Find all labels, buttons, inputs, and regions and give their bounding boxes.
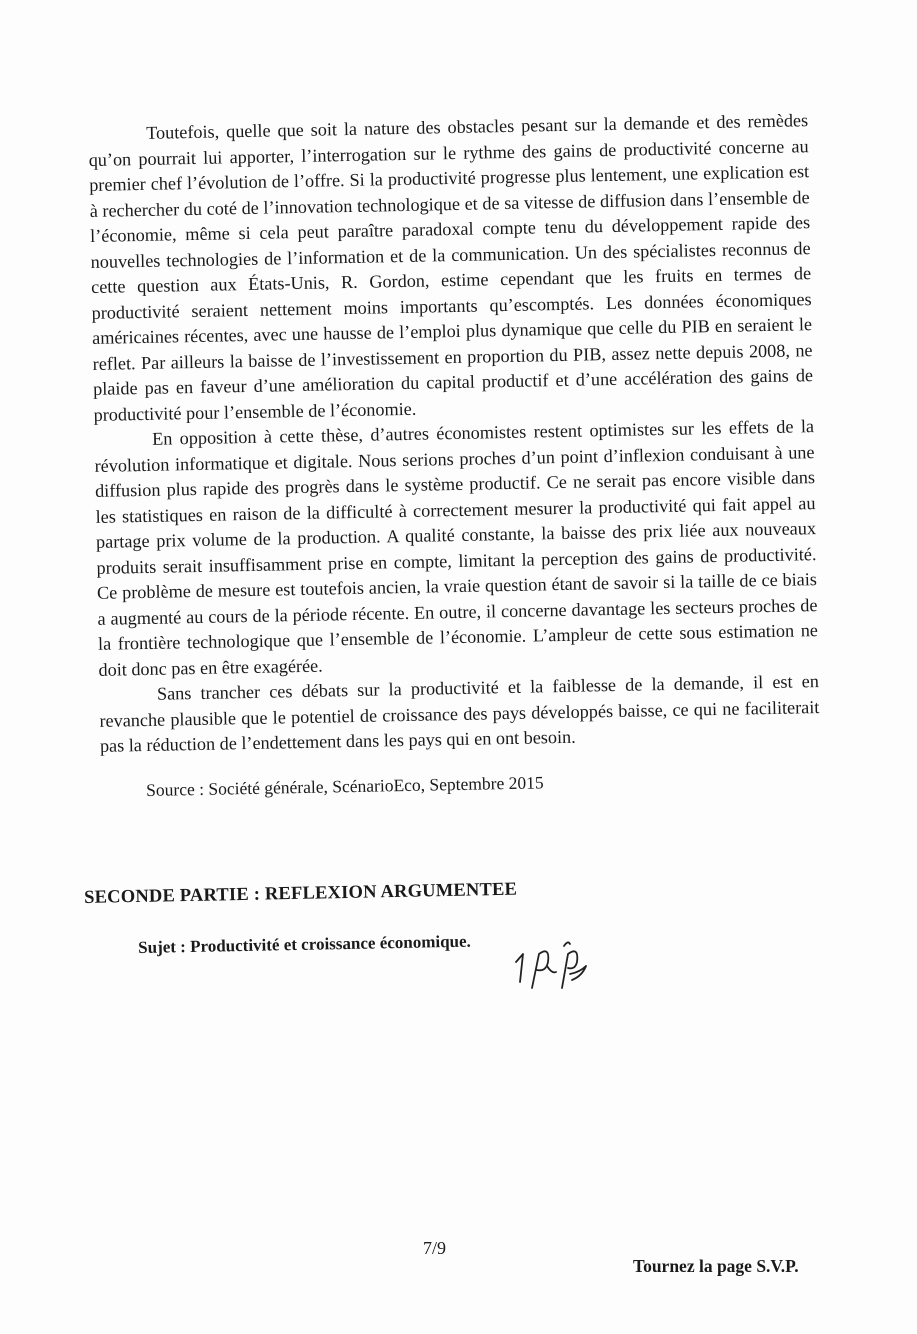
subject-line: Sujet : Productivité et croissance économique. [138, 931, 472, 957]
section-title: SECONDE PARTIE : REFLEXION ARGUMENTEE [84, 879, 518, 908]
handwritten-signature [506, 932, 596, 1002]
source-citation: Source : Société générale, ScénarioEco, Septembre 2015 [146, 772, 544, 800]
turn-page-note: Tournez la page S.V.P. [633, 1256, 799, 1276]
page-number: 7/9 [423, 1238, 447, 1258]
document-text-block [88, 108, 820, 759]
paragraph-2: En opposition à cette thèse, d’autres économistes restent optimistes sur les effets de la révolution informatique et digitale. Nous serions proches d’un point d’inflexion conduisant à une diffusion plus rapide des progrès dans le système productif. Ce ne serait pas encore visible dans les statistiques en raison de la difficulté à correctement mesurer la productivité qui fait appel au partage prix volume de la production. A qualité constante, la baisse des prix liée aux nouveaux produits serait insuffisamment prise en compte, limitant la perception des gains de productivité. Ce problème de mesure est toutefois ancien, la vraie question étant de savoir si la taille de ce biais a augmenté au cours de la période récente. En outre, il concerne davantage les secteurs proches de la frontière technologique que l’ensemble de l’économie. L’ampleur de cette sous estimation ne doit donc pas en être exagérée. [94, 416, 819, 680]
paragraph-3: Sans trancher ces débats sur la productivité et la faiblesse de la demande, il est en revanche plausible que le potentiel de croissance des pays développés baisse, ce qui ne faciliterait pas la réduction de l’endettement dans les pays qui en ont besoin. [99, 671, 820, 756]
paragraph-1: Toutefois, quelle que soit la nature des obstacles pesant sur la demande et des remèdes qu’on pourrait lui apporter, l’interrogation sur le rythme des gains de productivité concerne au premier chef l’évolution de l’offre. Si la productivité progresse plus lentement, une explication est à rechercher du coté de l’innovation technologique et de sa vitesse de diffusion dans l’ensemble de l’économie, même si cela peut paraître paradoxal compte tenu du développement rapide des nouvelles technologies de l’information et de la communication. Un des spécialistes reconnus de cette question aux États-Unis, R. Gordon, estime cependant que les fruits en termes de productivité seraient nettement moins importants qu’escomptés. Les données économiques américaines récentes, avec une hausse de l’emploi plus dynamique que celle du PIB en seraient le reflet. Par ailleurs la baisse de l’investissement en proportion du PIB, assez nette depuis 2008, ne plaide pas en faveur d’une amélioration du capital productif et d’une accélération des gains de productivité pour l’ensemble de l’économie. [88, 110, 814, 425]
